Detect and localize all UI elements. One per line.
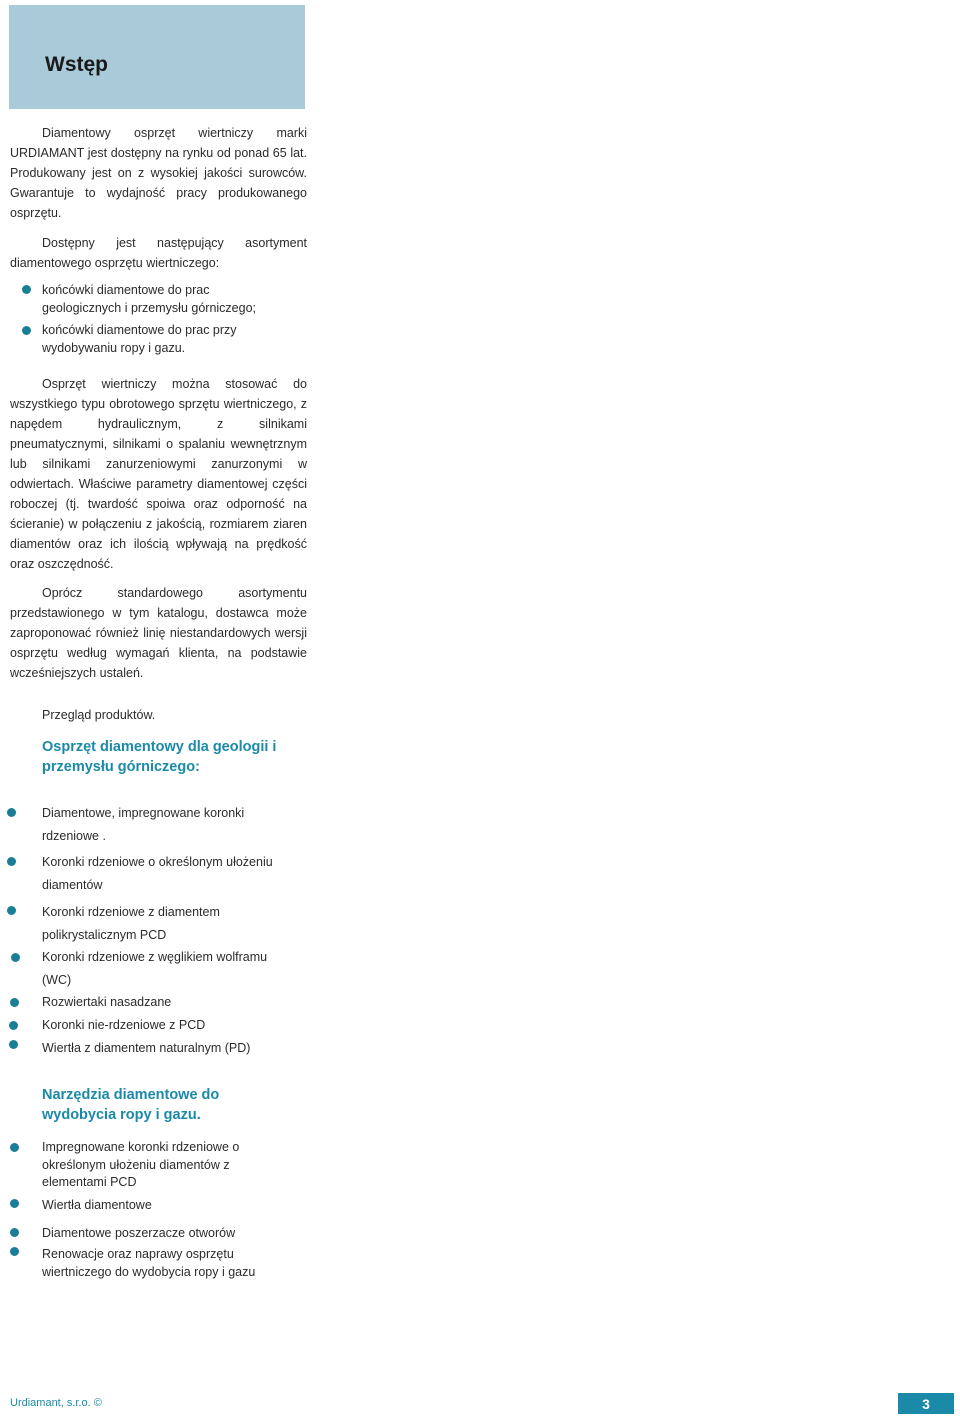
intro-bullet-2: końcówki diamentowe do prac przy wydobywaniu ropy i gazu. — [42, 323, 237, 355]
oil-section-title: Narzędzia diamentowe do wydobycia ropy i gazu. — [42, 1087, 220, 1123]
geology-item: Koronki rdzeniowe z węglikiem wolframu (WC) — [42, 950, 268, 987]
intro-paragraph-2: Dostępny jest następujący asortyment diamentowego osprzętu wiertniczego: — [10, 236, 307, 270]
bullet-dot-icon — [10, 1199, 19, 1208]
geology-section-title: Osprzęt diamentowy dla geologii i przemysłu górniczego: — [42, 739, 277, 775]
bullet-dot-icon — [7, 857, 16, 866]
oil-item: Renowacje oraz naprawy osprzętu wiertniczego do wydobycia ropy i gazu — [42, 1247, 256, 1279]
bullet-dot-icon — [7, 906, 16, 915]
geology-item: Rozwiertaki nasadzane — [42, 995, 172, 1009]
header-box — [9, 5, 305, 109]
geology-item: Koronki nie-rdzeniowe z PCD — [42, 1018, 206, 1032]
intro-paragraph-3: Osprzęt wiertniczy można stosować do wszystkiego typu obrotowego sprzętu wiertniczego, z napędem hydraulicznym, z silnikami pneumatycznymi, silnikami o spalaniu wewnętrznym lub silnikami zanurzeniowymi zanurzonymi w odwiertach. Właściwe parametry diamentowej części roboczej (tj. twardość spoiwa oraz odporność na ścieranie) w połączeniu z jakością, rozmiarem ziaren diamentów oraz ich ilością wpływają na prędkość oraz oszczędność. — [10, 377, 307, 571]
footer-company: Urdiamant, s.r.o. © — [10, 1397, 102, 1409]
bullet-dot-icon — [10, 1228, 19, 1237]
oil-item: Impregnowane koronki rdzeniowe o określonym ułożeniu diamentów z elementami PCD — [42, 1140, 240, 1189]
bullet-dot-icon — [10, 998, 19, 1007]
intro-paragraph-1: Diamentowy osprzęt wiertniczy marki URDIAMANT jest dostępny na rynku od ponad 65 lat. Produkowany jest on z wysokiej jakości surowców. Gwarantuje to wydajność pracy produkowanego osprzętu. — [10, 126, 307, 220]
geology-item: Koronki rdzeniowe o określonym ułożeniu diamentów — [42, 855, 273, 892]
page-title: Wstęp — [45, 53, 108, 76]
intro-paragraph-4: Oprócz standardowego asortymentu przedstawionego w tym katalogu, dostawca może zaproponować również linię niestandardowych wersji osprzętu według wymagań klienta, na podstawie wcześniejszych ustaleń. — [10, 586, 307, 680]
bullet-dot-icon — [9, 1021, 18, 1030]
bullet-dot-icon — [7, 808, 16, 817]
bullet-dot-icon — [10, 1143, 19, 1152]
bullet-dot-icon — [9, 1040, 18, 1049]
oil-item: Diamentowe poszerzacze otworów — [42, 1226, 236, 1240]
bullet-dot-icon — [10, 1247, 19, 1256]
bullet-dot-icon — [22, 326, 31, 335]
geology-item: Diamentowe, impregnowane koronki rdzeniowe . — [42, 806, 245, 843]
intro-bullet-1: końcówki diamentowe do prac geologicznych i przemysłu górniczego; — [42, 283, 256, 315]
bullet-dot-icon — [11, 953, 20, 962]
page-number: 3 — [898, 1393, 954, 1414]
bullet-dot-icon — [22, 285, 31, 294]
geology-item: Koronki rdzeniowe z diamentem polikrystalicznym PCD — [42, 905, 220, 942]
overview-label: Przegląd produktów. — [42, 708, 156, 722]
geology-item: Wiertła z diamentem naturalnym (PD) — [42, 1041, 251, 1055]
oil-item: Wiertła diamentowe — [42, 1198, 152, 1212]
